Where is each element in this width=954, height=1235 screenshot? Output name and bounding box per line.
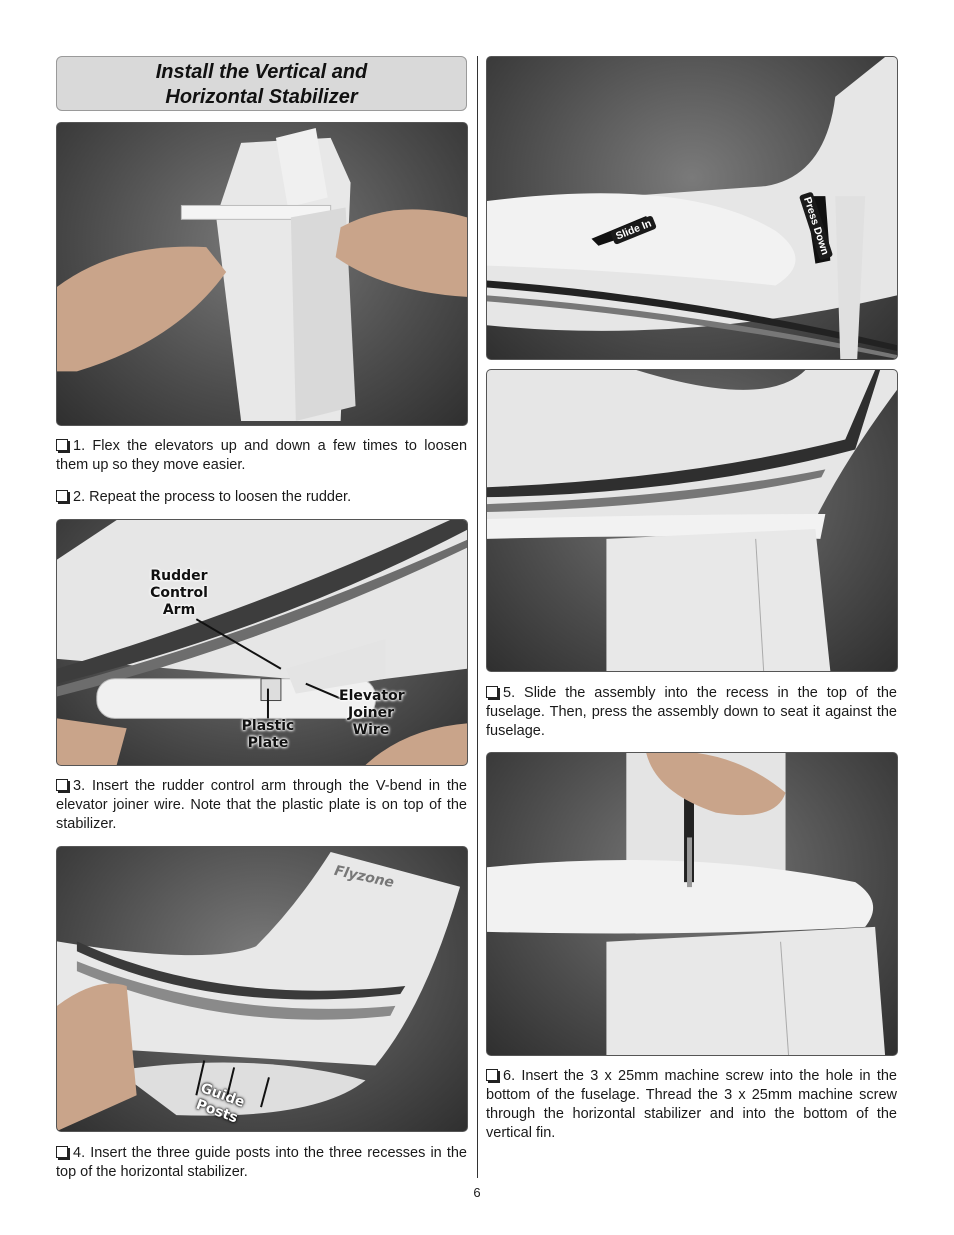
column-divider — [477, 56, 478, 1178]
label-plastic-plate: Plastic Plate — [241, 718, 295, 751]
label-brand-logo: Flyzone — [332, 862, 396, 892]
checkbox-icon[interactable] — [486, 1069, 498, 1081]
photo-slide-in-press-down — [486, 56, 898, 360]
step-5: 5. Slide the assembly into the recess in the top of the fuselage. Then, press the assembly down to seat it against the fuselage. — [486, 685, 897, 739]
section-title — [56, 56, 467, 111]
checkbox-icon[interactable] — [56, 1146, 68, 1158]
checkbox-icon[interactable] — [486, 686, 498, 698]
checkbox-icon[interactable] — [56, 490, 68, 502]
label-slide-in: Slide In — [610, 215, 657, 245]
page-number: 6 — [473, 1185, 481, 1200]
step-2: 2. Repeat the process to loosen the rudder. — [56, 488, 467, 507]
section-title-line2: Horizontal Stabilizer — [165, 86, 358, 108]
label-elevator-joiner-wire: Elevator Joiner Wire — [339, 688, 405, 738]
step-1: 1. Flex the elevators up and down a few times to loosen them up so they move easier. — [56, 438, 468, 473]
step-6: 6. Insert the 3 x 25mm machine screw into the hole in the bottom of the fuselage. Thread the 3 x 25mm machine screw through the horizontal stabilizer and into the bottom of the vertical fin. — [486, 1068, 897, 1141]
label-press-down: Press Down — [799, 191, 833, 260]
section-title-line1: Install the Vertical and — [155, 61, 368, 83]
label-rudder-control-arm: Rudder Control Arm — [150, 568, 208, 618]
photo-rudder-control-arm — [56, 519, 468, 766]
step-4: 4. Insert the three guide posts into the three recesses in the top of the horizontal stabilizer. — [56, 1145, 467, 1180]
photo-machine-screw — [486, 752, 898, 1056]
step-3: 3. Insert the rudder control arm through the V-bend in the elevator joiner wire. Note that the plastic plate is on top of the stabilizer. — [56, 778, 467, 832]
photo-flex-elevators — [56, 122, 468, 426]
photo-guide-posts — [56, 846, 468, 1132]
checkbox-icon[interactable] — [56, 779, 68, 791]
checkbox-icon[interactable] — [56, 439, 68, 451]
label-guide-posts: Guide Posts — [193, 1080, 247, 1127]
photo-assembly-seated — [486, 369, 898, 672]
